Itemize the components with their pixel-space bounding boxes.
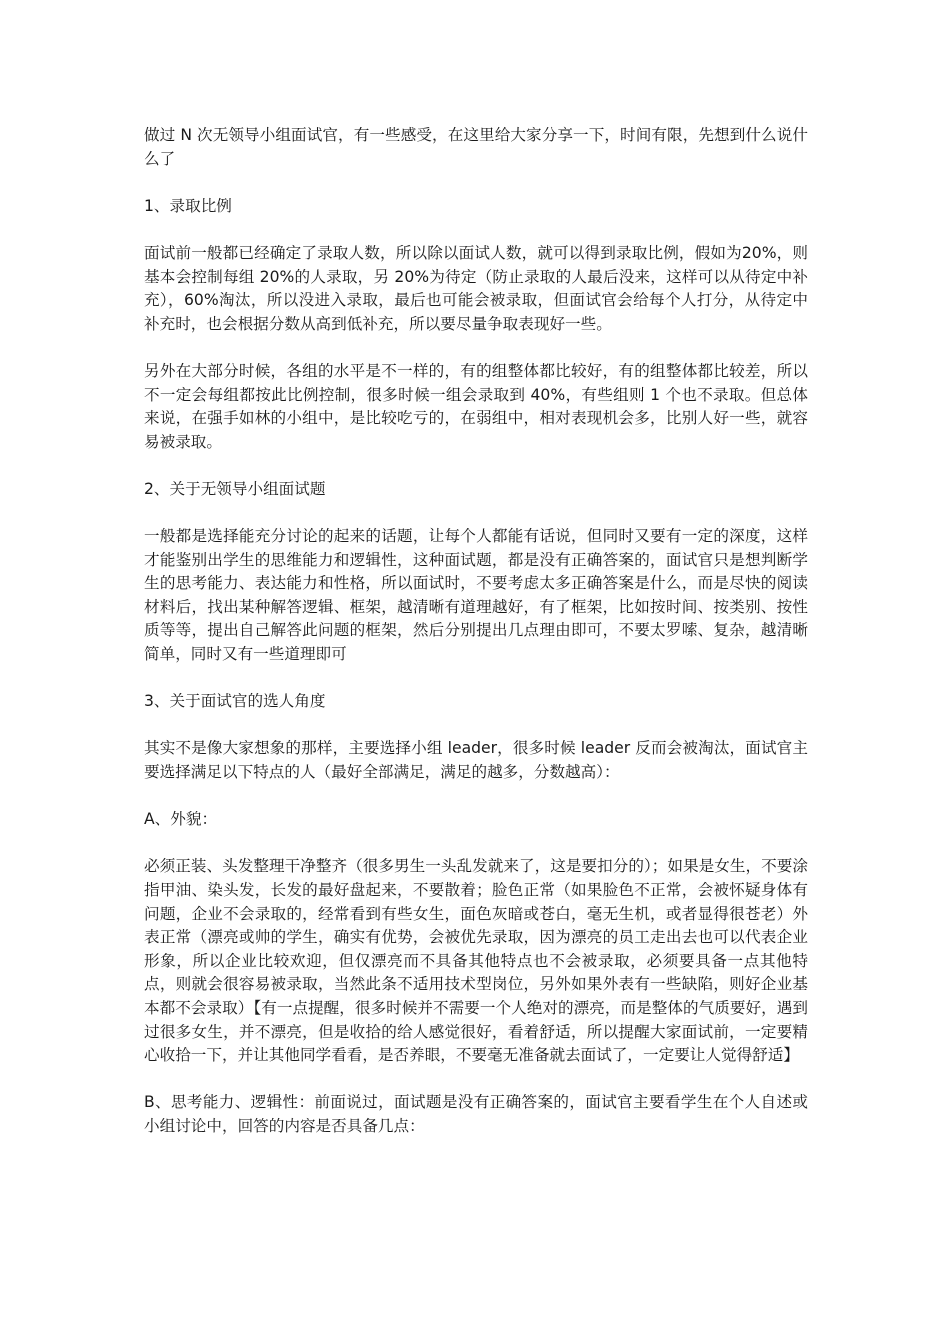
interview-questions-paragraph: 一般都是选择能充分讨论的起来的话题，让每个人都能有话说，但同时又要有一定的深度，这样才能鉴别出学生的思维能力和逻辑性，这种面试题，都是没有正确答案的，面试官只是想判断学生的思考能力、表达能力和性格，所以面试时，不要考虑太多正确答案是什么，而是尽快的阅读材料后，找出某种解答逻辑、框架，越清晰有道理越好，有了框架，比如按时间、按类别、按性质等等，提出自己解答此问题的框架，然后分别提出几点理由即可，不要太罗嗦、复杂，越清晰简单，同时又有一些道理即可 xyxy=(144,527,808,664)
section-heading-admission-ratio: 1、录取比例 xyxy=(144,196,232,215)
selection-angle-paragraph: 其实不是像大家想象的那样，主要选择小组 leader，很多时候 leader 反而会被淘汰，面试官主要选择满足以下特点的人（最好全部满足，满足的越多，分数越高）： xyxy=(144,739,808,782)
section-heading-interview-questions: 2、关于无领导小组面试题 xyxy=(144,479,326,498)
appearance-paragraph: 必须正装、头发整理干净整齐（很多男生一头乱发就来了，这是要扣分的）；如果是女生，不要涂指甲油、染头发，长发的最好盘起来，不要散着；脸色正常（如果脸色不正常，会被怀疑身体有问题，企业不会录取的，经常看到有些女生，面色灰暗或苍白，毫无生机，或者显得很苍老）外表正常（漂亮或帅的学生，确实有优势，会被优先录取，因为漂亮的员工走出去也可以代表企业形象，所以企业比较欢迎，但仅漂亮而不具备其他特点也不会被录取，必须要具备一点其他特点，则就会很容易被录取，当然此条不适用技术型岗位，另外如果外表有一些缺陷，则好企业基本都不会录取）【有一点提醒，很多时候并不需要一个人绝对的漂亮，而是整体的气质要好，遇到过很多女生，并不漂亮，但是收拾的给人感觉很好，看着舒适，所以提醒大家面试前，一定要精心收拾一下，并让其他同学看看，是否养眼，不要毫无准备就去面试了，一定要让人觉得舒适】 xyxy=(144,857,808,1065)
group-level-paragraph: 另外在大部分时候，各组的水平是不一样的，有的组整体都比较好，有的组整体都比较差，所以不一定会每组都按此比例控制，很多时候一组会录取到 40%，有些组则 1 个也不录取。但总体来说，在强手如林的小组中，是比较吃亏的，在弱组中，相对表现机会多，比别人好一些，就容易被录取。 xyxy=(144,361,808,451)
intro-paragraph: 做过 N 次无领导小组面试官，有一些感受，在这里给大家分享一下，时间有限，先想到什么说什么了 xyxy=(144,126,808,168)
section-heading-selection-angle: 3、关于面试官的选人角度 xyxy=(144,692,326,711)
thinking-logic-paragraph: B、思考能力、逻辑性：前面说过，面试题是没有正确答案的，面试官主要看学生在个人自述或小组讨论中，回答的内容是否具备几点： xyxy=(144,1093,808,1135)
subheading-appearance: A、外貌： xyxy=(144,810,218,829)
document-page xyxy=(144,124,808,1162)
admission-ratio-paragraph: 面试前一般都已经确定了录取人数，所以除以面试人数，就可以得到录取比例，假如为20%，则基本会控制每组 20%的人录取，另 20%为待定（防止录取的人最后没来，这样可以从待定中补充），60%淘汰，所以没进入录取，最后也可能会被录取，但面试官会给每个人打分，从待定中补充时，也会根据分数从高到低补充，所以要尽量争取表现好一些。 xyxy=(144,243,808,333)
